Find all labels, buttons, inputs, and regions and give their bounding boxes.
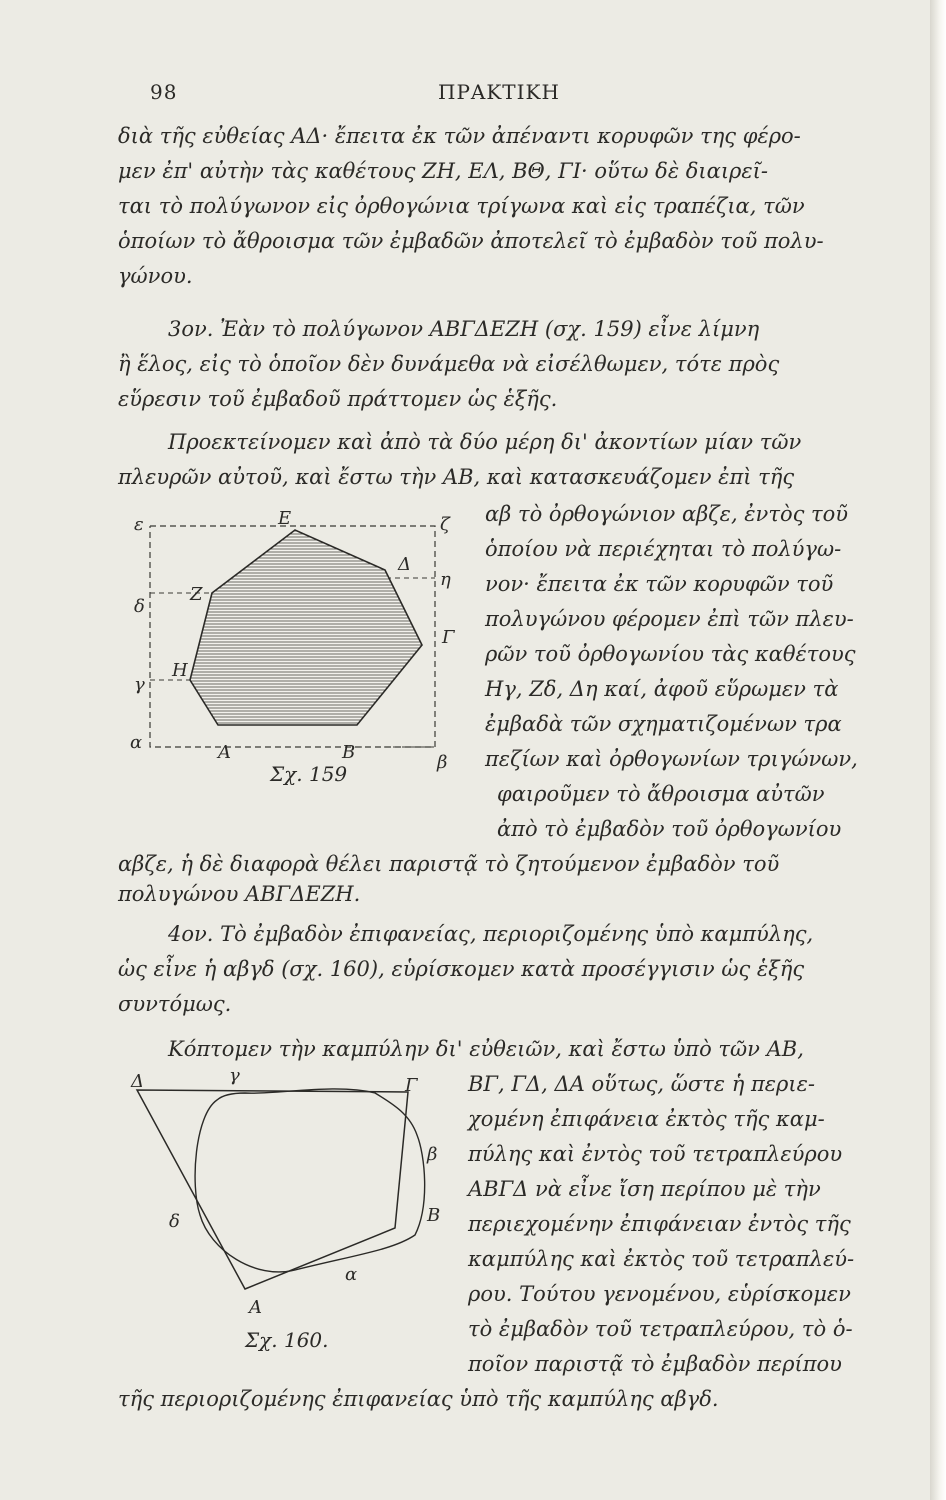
text-line: ποῖον παριστᾷ τὸ ἐμβαδὸν περίπου (468, 1352, 842, 1376)
label-H: Η (172, 660, 188, 681)
label-alpha: α (130, 732, 143, 753)
text-line: νον· ἔπειτα ἐκ τῶν κορυφῶν τοῦ (485, 572, 834, 596)
text-line: Προεκτείνομεν καὶ ἀπὸ τὰ δύο μέρη δι' ἀκοντίων μίαν τῶν (168, 430, 802, 454)
text-line: πλευρῶν αὐτοῦ, καὶ ἔστω τὴν ΑΒ, καὶ κατασκευάζομεν ἐπὶ τῆς (118, 465, 795, 489)
label-Delta: Δ (131, 1071, 144, 1092)
text-line: καμπύλης καὶ ἐκτὸς τοῦ τετραπλεύ- (468, 1247, 855, 1271)
text-line: ται τὸ πολύγωνον εἰς ὀρθογώνια τρίγωνα καὶ εἰς τραπέζια, τῶν (118, 194, 805, 218)
label-Z: Ζ (190, 584, 203, 605)
label-A: Α (218, 742, 231, 763)
text-line: μεν ἐπ' αὐτὴν τὰς καθέτους ΖΗ, ΕΛ, ΒΘ, ΓΙ· οὕτω δὲ διαιρεῖ- (118, 159, 768, 183)
text-line: τῆς περιοριζομένης ἐπιφανείας ὑπὸ τῆς καμπύλης αβγδ. (118, 1387, 719, 1411)
text-line: αβζε, ἡ δὲ διαφορὰ θέλει παριστᾷ τὸ ζητούμενον ἐμβαδὸν τοῦ (118, 852, 780, 876)
text-line: πολυγώνου ΑΒΓΔΕΖΗ. (118, 882, 361, 906)
page-header (150, 80, 910, 110)
text-line: ὁποίων τὸ ἄθροισμα τῶν ἐμβαδῶν ἀποτελεῖ τὸ ἐμβαδὸν τοῦ πολυ- (118, 229, 824, 253)
text-line: ρου. Τούτου γενομένου, εὑρίσκομεν (468, 1282, 851, 1306)
label-alpha: α (345, 1264, 358, 1285)
text-line: ΑΒΓΔ νὰ εἶνε ἴση περίπου μὲ τὴν (468, 1177, 821, 1201)
label-epsilon: ε (134, 514, 144, 535)
text-line: συντόμως. (118, 992, 232, 1016)
text-line: Κόπτομεν τὴν καμπύλην δι' εὐθειῶν, καὶ ἔστω ὑπὸ τῶν ΑΒ, (168, 1037, 804, 1061)
curve-abgd (195, 1089, 425, 1272)
label-Delta: Δ (398, 554, 411, 575)
text-line: ἐμβαδὰ τῶν σχηματιζομένων τρα (485, 712, 842, 736)
label-Gamma: Γ (442, 627, 455, 648)
figure-160-diagram (125, 1065, 465, 1335)
text-line: χομένη ἐπιφάνεια ἐκτὸς τῆς καμ- (468, 1107, 825, 1131)
text-line: πολυγώνου φέρομεν ἐπὶ τῶν πλευ- (485, 607, 854, 631)
label-A: Α (249, 1297, 262, 1318)
text-line: ρῶν τοῦ ὀρθογωνίου τὰς καθέτους (485, 642, 856, 666)
text-line: 4ον. Τὸ ἐμβαδὸν ἐπιφανείας, περιοριζομένης ὑπὸ καμπύλης, (168, 922, 814, 946)
label-B: Β (342, 742, 356, 763)
page-number: 98 (150, 80, 178, 104)
text-line: εὕρεσιν τοῦ ἐμβαδοῦ πράττομεν ὡς ἑξῆς. (118, 387, 558, 411)
label-B: Β (427, 1205, 441, 1226)
label-eta: η (440, 569, 451, 590)
label-E: Ε (278, 508, 292, 529)
label-zeta: ζ (440, 514, 450, 535)
polygon-abgdezh (190, 530, 422, 725)
text-line: φαιροῦμεν τὸ ἄθροισμα αὐτῶν (497, 782, 825, 806)
text-line: ἀπὸ τὸ ἐμβαδὸν τοῦ ὀρθογωνίου (497, 817, 842, 841)
label-beta: β (427, 1144, 438, 1165)
text-line: διὰ τῆς εὐθείας ΑΔ· ἔπειτα ἐκ τῶν ἀπέναντι κορυφῶν της φέρο- (118, 124, 801, 148)
text-line: ΒΓ, ΓΔ, ΔΑ οὕτως, ὥστε ἡ περιε- (468, 1072, 816, 1096)
page-edge (930, 0, 946, 1500)
text-line: πεζίων καὶ ὀρθογωνίων τριγώνων, (485, 747, 858, 771)
text-line: περιεχομένην ἐπιφάνειαν ἐντὸς τῆς (468, 1212, 851, 1236)
label-delta: δ (169, 1211, 180, 1232)
text-line: τὸ ἐμβαδὸν τοῦ τετραπλεύρου, τὸ ὁ- (468, 1317, 853, 1341)
text-line: γώνου. (118, 264, 193, 288)
text-line: πύλης καὶ ἐντὸς τοῦ τετραπλεύρου (468, 1142, 843, 1166)
label-delta: δ (134, 596, 145, 617)
running-title: ΠΡΑΚΤΙΚΗ (438, 80, 560, 104)
label-gamma: γ (229, 1065, 240, 1086)
text-line: αβ τὸ ὀρθογώνιον αβζε, ἐντὸς τοῦ (485, 502, 849, 526)
text-line: 3ον. Ἐὰν τὸ πολύγωνον ΑΒΓΔΕΖΗ (σχ. 159) εἶνε λίμνη (168, 317, 760, 341)
text-line: ὡς εἶνε ἡ αβγδ (σχ. 160), εὑρίσκομεν κατὰ προσέγγισιν ὡς ἑξῆς (118, 957, 805, 981)
quadrilateral-abgd (137, 1090, 408, 1289)
figure-159-diagram (130, 500, 470, 780)
text-line: Ηγ, Ζδ, Δη καί, ἀφοῦ εὕρωμεν τὰ (485, 677, 839, 701)
label-gamma: γ (134, 674, 145, 695)
label-Gamma: Γ (405, 1075, 418, 1096)
figure-160-caption: Σχ. 160. (245, 1328, 329, 1352)
figure-159-caption: Σχ. 159 (270, 762, 348, 786)
text-line: ὁποίου νὰ περιέχηται τὸ πολύγω- (485, 537, 842, 561)
label-beta: β (437, 752, 448, 773)
text-line: ἢ ἕλος, εἰς τὸ ὁποῖον δὲν δυνάμεθα νὰ εἰσέλθωμεν, τότε πρὸς (118, 352, 780, 376)
